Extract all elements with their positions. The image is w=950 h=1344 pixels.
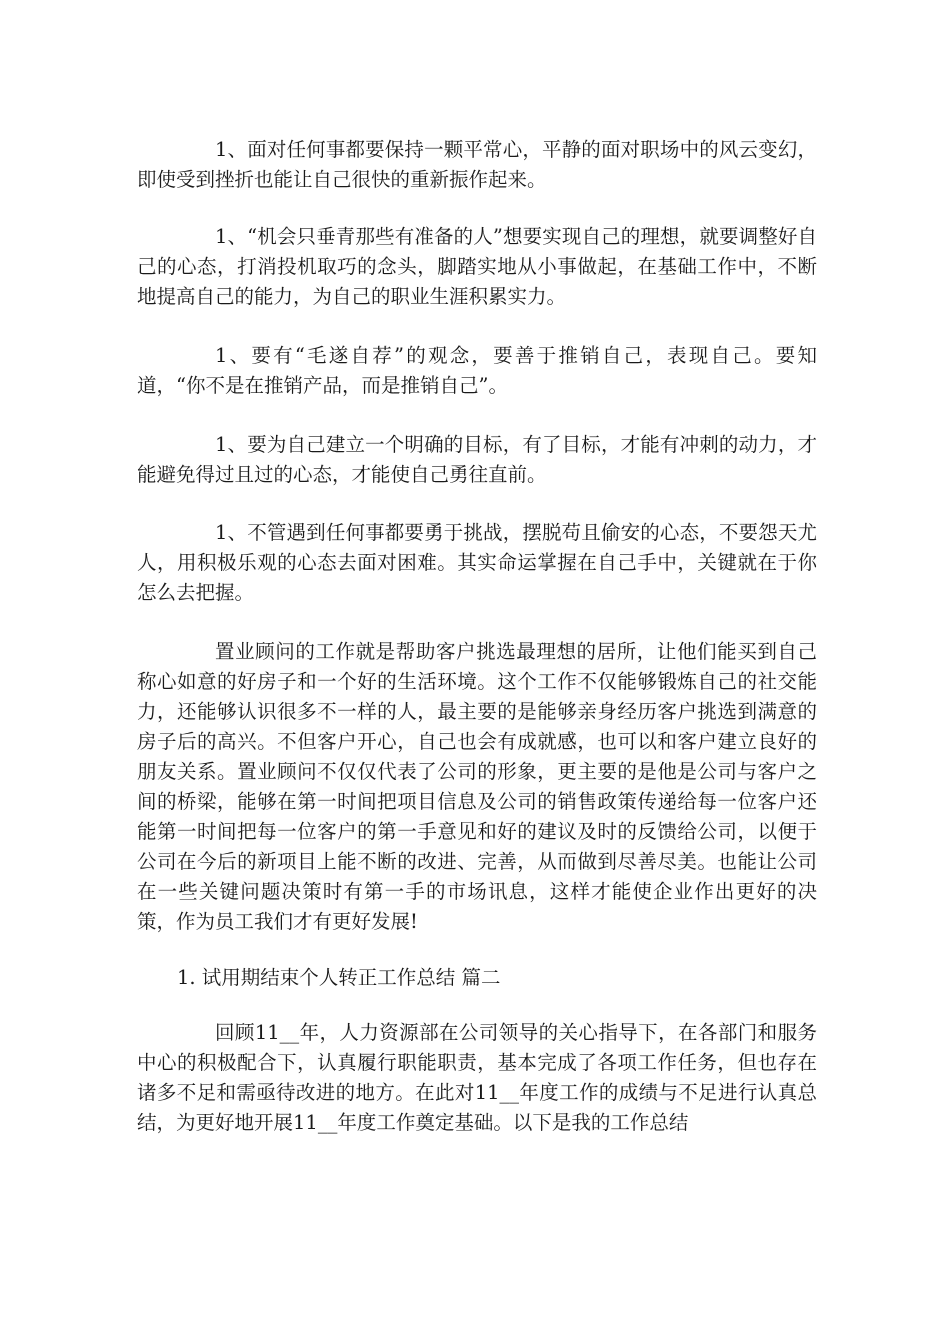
paragraph-mindset: 1、面对任何事都要保持一颗平常心，平静的面对职场中的风云变幻，即使受到挫折也能让自己很快的重新振作起来。 (137, 138, 817, 191)
paragraph-self-promotion: 1、要有“毛遂自荐”的观念，要善于推销自己，表现自己。要知道，“你不是在推销产品，而是推销自己”。 (137, 344, 817, 397)
paragraph-challenges: 1、不管遇到任何事都要勇于挑战，摆脱苟且偷安的心态，不要怨天尤人，用积极乐观的心态去面对困难。其实命运掌握在自己手中，关键就在于你怎么去把握。 (137, 521, 817, 604)
paragraph-consultant-role: 置业顾问的工作就是帮助客户挑选最理想的居所，让他们能买到自己称心如意的好房子和一个好的生活环境。这个工作不仅能够锻炼自己的社交能力，还能够认识很多不一样的人，最主要的是能够亲身经历客户挑选到满意的房子后的高兴。不但客户开心，自己也会有成就感，也可以和客户建立良好的朋友关系。置业顾问不仅仅代表了公司的形象，更主要的是他是公司与客户之间的桥梁，能够在第一时间把项目信息及公司的销售政策传递给每一位客户还能第一时间把每一位客户的第一手意见和好的建议及时的反馈给公司，以便于公司在今后的新项目上能不断的改进、完善，从而做到尽善尽美。也能让公司在一些关键问题决策时有第一手的市场讯息，这样才能使企业作出更好的决策，作为员工我们才有更好发展! (137, 640, 817, 933)
paragraph-opportunity: 1、“机会只垂青那些有准备的人”想要实现自己的理想，就要调整好自己的心态，打消投机取巧的念头，脚踏实地从小事做起，在基础工作中，不断地提高自己的能力，为自己的职业生涯积累实力。 (137, 225, 817, 308)
section-heading: 1. 试用期结束个人转正工作总结 篇二 (177, 966, 501, 989)
paragraph-goals: 1、要为自己建立一个明确的目标，有了目标，才能有冲刺的动力，才能避免得过且过的心态，才能使自己勇往直前。 (137, 433, 817, 486)
paragraph-review: 回顾11__年，人力资源部在公司领导的关心指导下，在各部门和服务中心的积极配合下，认真履行职能职责，基本完成了各项工作任务，但也存在诸多不足和需亟待改进的地方。在此对11__年度工作的成绩与不足进行认真总结，为更好地开展11__年度工作奠定基础。以下是我的工作总结 (137, 1021, 817, 1134)
